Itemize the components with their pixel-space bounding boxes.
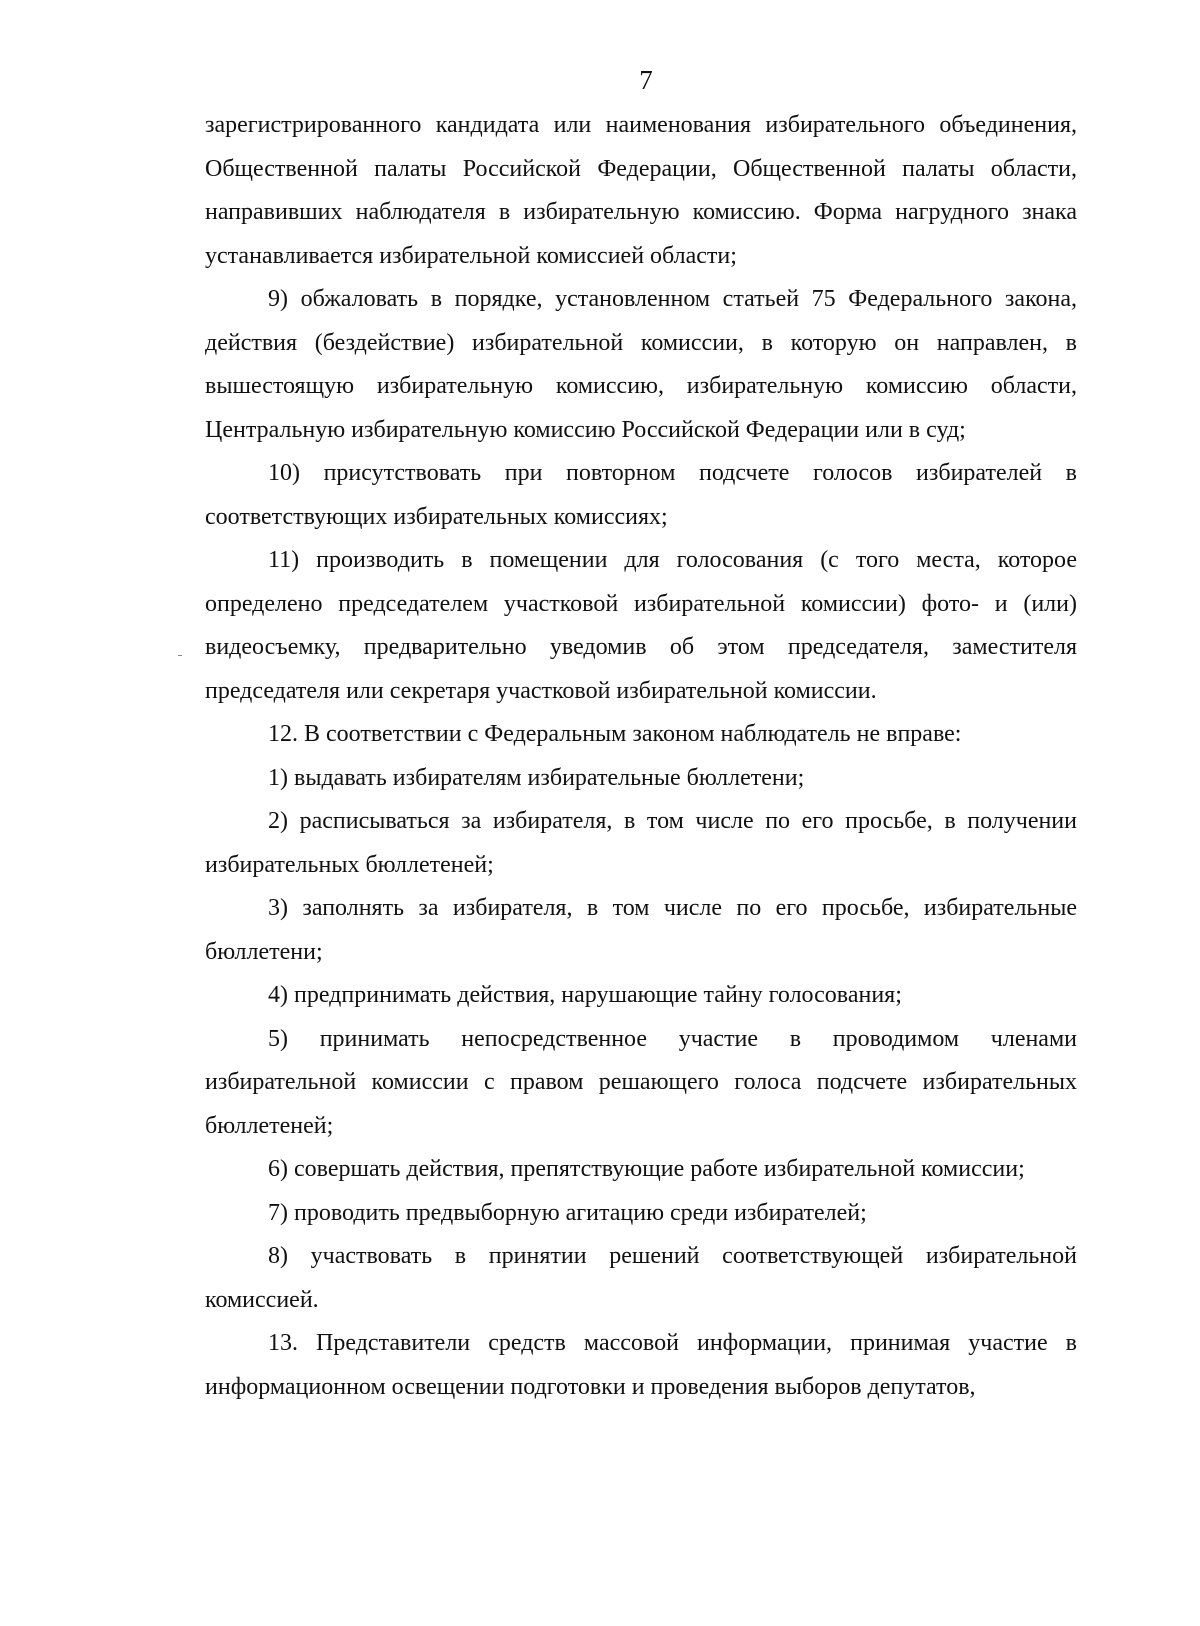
paragraph-observer-badge: зарегистрированного кандидата или наименования избирательного объединения, Общественной палаты Российской Федерации, Общественной палаты области, направивших наблюдателя в избирательную комиссию. Форма нагрудного знака устанавливается избирательной комиссией области; <box>205 112 1077 269</box>
paragraph-prohibition-6: 6) совершать действия, препятствующие работе избирательной комиссии; <box>268 1156 1025 1182</box>
paragraph-item-9-appeal: 9) обжаловать в порядке, установленном статьей 75 Федерального закона, действия (бездействие) избирательной комиссии, в которую он направлен, в вышестоящую избирательную комиссию, избирательную комиссию области, Центральную избирательную комиссию Российской Федерации или в суд; <box>205 286 1077 443</box>
paragraph-item-11-photo-video: 11) производить в помещении для голосования (с того места, которое определено председателем участковой избирательной комиссии) фото- и (или) видеосъемку, предварительно уведомив об этом председателя, заместителя председателя или секретаря участковой избирательной комиссии. <box>205 547 1077 704</box>
paragraph-prohibition-7: 7) проводить предвыборную агитацию среди избирателей; <box>268 1199 867 1226</box>
margin-mark <box>178 655 182 656</box>
page-number: 7 <box>639 65 653 95</box>
paragraph-item-10-recount: 10) присутствовать при повторном подсчете голосов избирателей в соответствующих избирательных комиссиях; <box>205 460 1077 530</box>
paragraph-prohibition-3: 3) заполнять за избирателя, в том числе по его просьбе, избирательные бюллетени; <box>205 895 1077 965</box>
paragraph-prohibition-4: 4) предпринимать действия, нарушающие тайну голосования; <box>268 982 902 1008</box>
paragraph-prohibition-8: 8) участвовать в принятии решений соответствующей избирательной комиссией. <box>205 1243 1077 1313</box>
paragraph-prohibition-5: 5) принимать непосредственное участие в проводимом членами избирательной комиссии с правом решающего голоса подсчете избирательных бюллетеней; <box>205 1025 1077 1139</box>
paragraph-section-12: 12. В соответствии с Федеральным законом наблюдатель не вправе: <box>268 721 962 747</box>
paragraph-prohibition-1: 1) выдавать избирателям избирательные бюллетени; <box>268 764 805 791</box>
paragraph-section-13: 13. Представители средств массовой информации, принимая участие в информационном освещении подготовки и проведения выборов депутатов, <box>205 1330 1077 1400</box>
document-body <box>205 104 1077 1409</box>
paragraph-prohibition-2: 2) расписываться за избирателя, в том числе по его просьбе, в получении избирательных бюллетеней; <box>205 808 1077 878</box>
